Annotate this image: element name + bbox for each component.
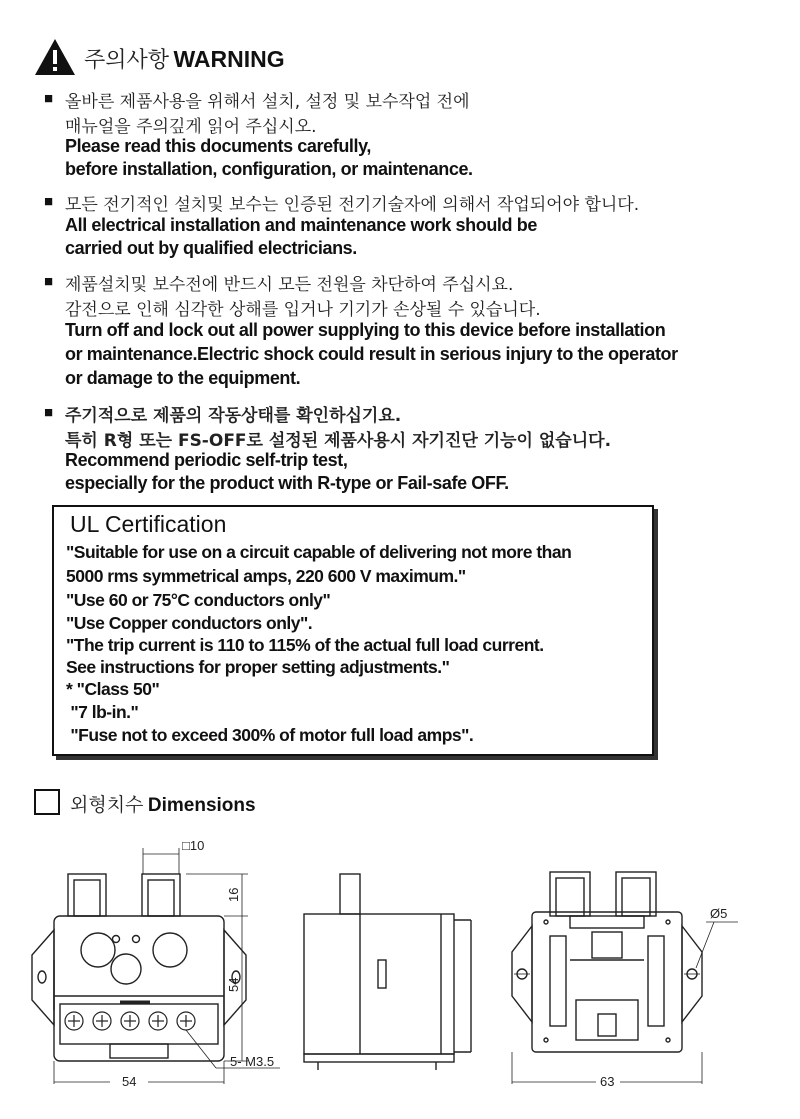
- ul-line-5: "The trip current is 110 to 115% of the actual full load current.: [66, 635, 544, 655]
- ul-title: UL Certification: [70, 511, 227, 537]
- warning-item-4-kr-2: 특히 R형 또는 FS-OFF로 설정된 제품사용시 자기진단 기능이 없습니다.: [65, 431, 612, 451]
- dim-label-16: 16: [226, 887, 241, 902]
- ul-certification-box: [52, 505, 654, 756]
- dim-label-screw: 5- M3.5: [230, 1054, 275, 1069]
- warning-item-4-kr-1: 주기적으로 제품의 작동상태를 확인하십기요.: [65, 406, 402, 426]
- dimensions-title-kr: 외형치수: [70, 794, 144, 816]
- ul-line-9: "Fuse not to exceed 300% of motor full load amps".: [66, 725, 474, 745]
- front-view-drawing: [20, 830, 300, 1090]
- ul-line-2: 5000 rms symmetrical amps, 220 600 V maximum.": [66, 566, 466, 586]
- dimensions-checkbox-icon: [34, 789, 60, 815]
- bullet-square-icon: ■: [44, 404, 54, 421]
- ul-line-8: "7 lb-in.": [66, 702, 139, 722]
- side-view-drawing: [296, 860, 496, 1075]
- warning-item-3-en-2: or maintenance.Electric shock could result in serious injury to the operator: [65, 344, 678, 364]
- warning-title-en: WARNING: [173, 46, 285, 72]
- warning-item-3-kr-2: 감전으로 인해 심각한 상해를 입거나 기기가 손상될 수 있습니다.: [65, 300, 541, 320]
- ul-line-6: See instructions for proper setting adjustments.": [66, 657, 450, 677]
- dim-label-54-width: 54: [122, 1074, 137, 1089]
- warning-item-2-en-1: All electrical installation and maintenance work should be: [65, 215, 537, 235]
- ul-line-7: * "Class 50": [66, 679, 160, 699]
- warning-icon: [34, 38, 76, 76]
- warning-item-2-kr-1: 모든 전기적인 설치및 보수는 인증된 전기기술자에 의해서 작업되어야 합니다.: [65, 195, 640, 215]
- bullet-square-icon: ■: [44, 193, 54, 210]
- warning-item-4-en-2: especially for the product with R-type or Fail-safe OFF.: [65, 473, 509, 493]
- ul-line-4: "Use Copper conductors only".: [66, 613, 313, 633]
- ul-line-3: "Use 60 or 75°C conductors only": [66, 590, 331, 610]
- dim-label-hole5: Ø5: [710, 906, 728, 921]
- warning-item-1-kr-1: 올바른 제품사용을 위해서 설치, 설정 및 보수작업 전에: [65, 92, 470, 112]
- bullet-square-icon: ■: [44, 273, 54, 290]
- dim-label-square10: □10: [182, 838, 205, 853]
- dim-label-54-height: 54: [226, 977, 241, 992]
- warning-item-1-en-2: before installation, configuration, or maintenance.: [65, 159, 473, 179]
- ul-line-1: "Suitable for use on a circuit capable of delivering not more than: [66, 542, 572, 562]
- dimensions-title: [70, 790, 256, 817]
- dim-label-63: 63: [600, 1074, 615, 1089]
- warning-title-kr: 주의사항: [84, 48, 170, 73]
- warning-title: [84, 43, 285, 74]
- warning-item-1-kr-2: 매뉴얼을 주의깊게 읽어 주십시오.: [65, 117, 317, 137]
- rear-view-drawing: [500, 860, 750, 1090]
- dimensions-title-en: Dimensions: [147, 795, 256, 816]
- warning-item-3-en-1: Turn off and lock out all power supplying to this device before installation: [65, 320, 666, 340]
- warning-item-1-en-1: Please read this documents carefully,: [65, 136, 371, 156]
- bullet-square-icon: ■: [44, 90, 54, 107]
- warning-item-4-en-1: Recommend periodic self-trip test,: [65, 450, 348, 470]
- warning-item-3-en-3: or damage to the equipment.: [65, 368, 301, 388]
- warning-item-2-en-2: carried out by qualified electricians.: [65, 238, 357, 258]
- warning-item-3-kr-1: 제품설치및 보수전에 반드시 모든 전원을 차단하여 주십시요.: [65, 275, 514, 295]
